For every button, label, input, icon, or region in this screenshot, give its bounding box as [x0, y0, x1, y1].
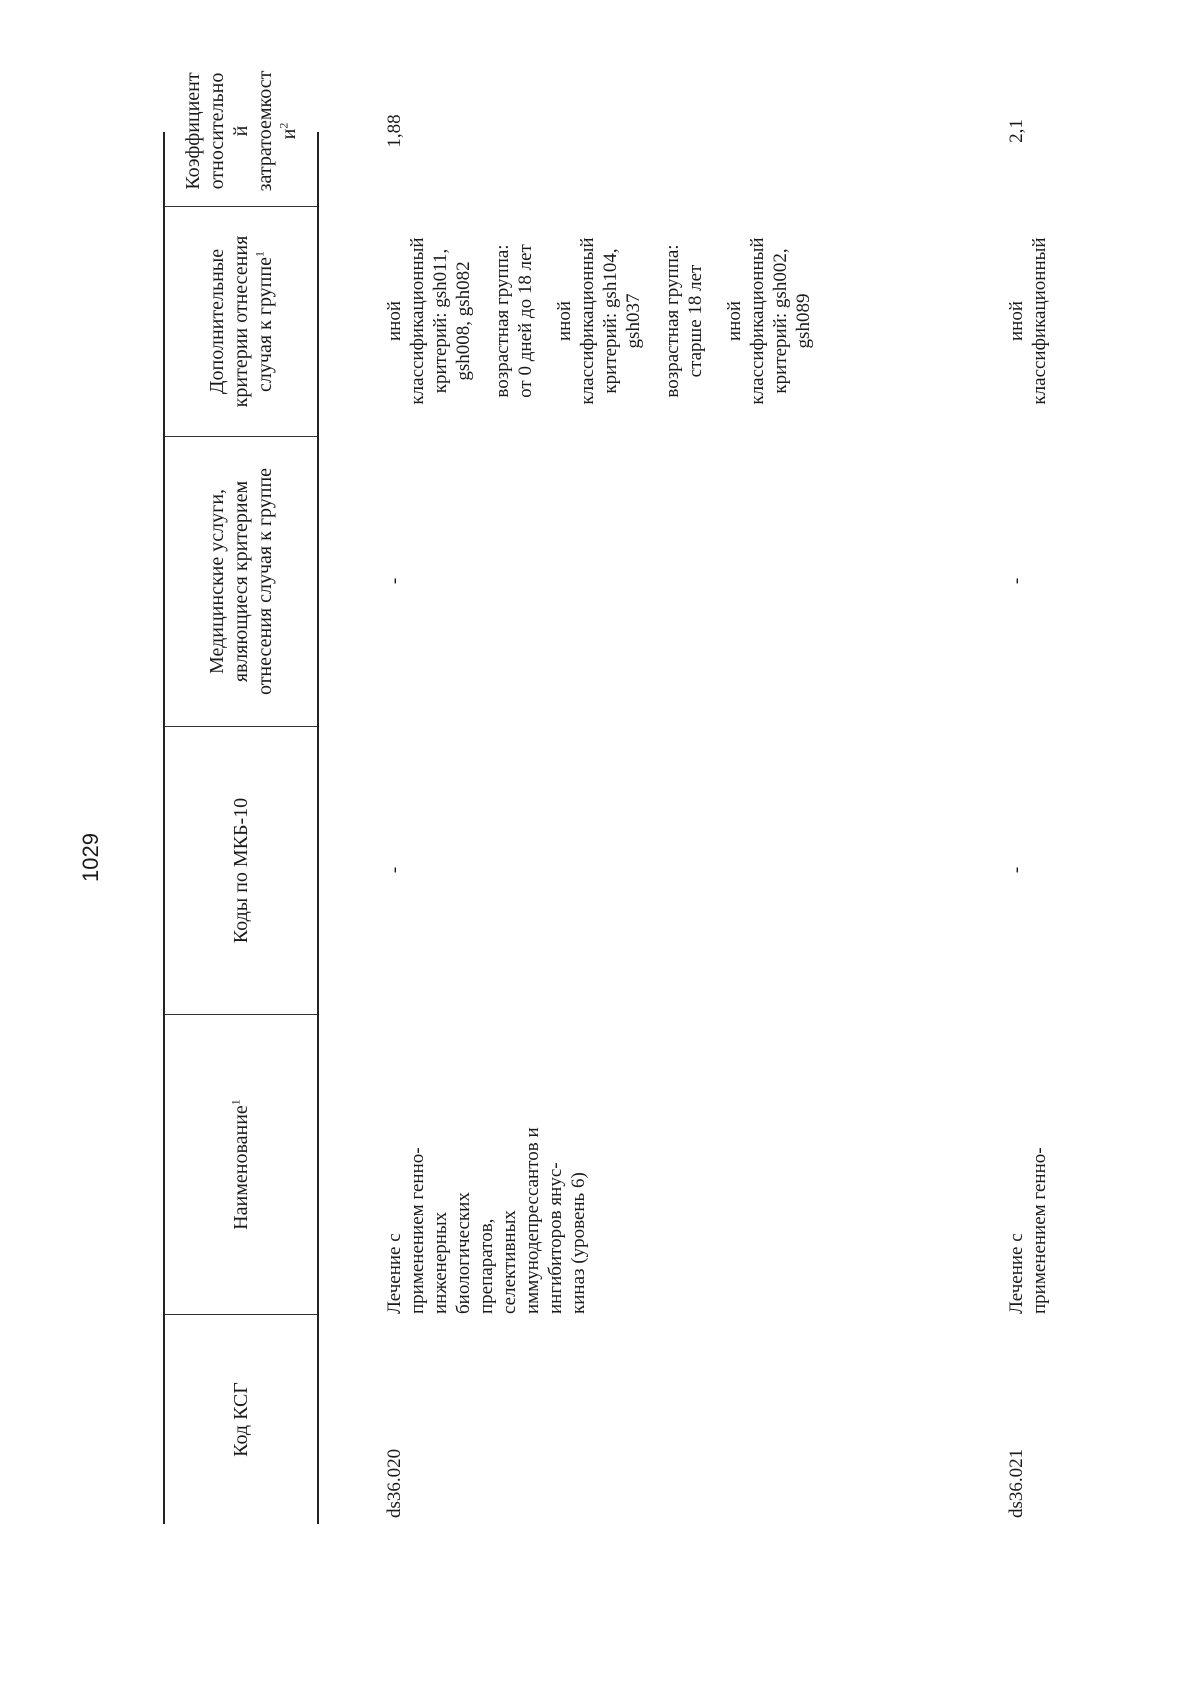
- criterion-block: иной классификационный критерий: gsh011, gsh008, gsh082: [384, 237, 474, 405]
- table-row: [1005, 119, 1051, 1524]
- medical-services: -: [1006, 577, 1027, 585]
- table-header: [163, 70, 319, 1524]
- medical-services: -: [384, 577, 405, 585]
- mkb-codes: -: [384, 866, 405, 874]
- header-code: Код КСГ: [165, 1314, 317, 1524]
- table-row: [383, 114, 831, 1524]
- additional-criteria: [383, 206, 831, 436]
- group-name: Лечение с применением генно- инженерных биологических препаратов, селективных иммунодепрессантов и ингибиторов янус- киназ (уровень 6): [384, 1127, 589, 1314]
- header-mkb: Коды по МКБ-10: [165, 726, 317, 1014]
- cost-coefficient: 1,88: [384, 114, 405, 148]
- ksg-code: ds36.021: [1006, 1448, 1027, 1518]
- header-coefficient: Коэффициент относительно й затратоемкост $и^2$: [182, 70, 300, 192]
- mkb-codes: -: [1006, 866, 1027, 874]
- criterion-block: иной классификационный критерий: gsh104, gsh037: [554, 237, 644, 405]
- cost-coefficient: 2,1: [1006, 119, 1027, 143]
- header-name: Наименование$^1$: [165, 1014, 317, 1314]
- criterion-block: возрастная группа: старше 18 лет: [662, 244, 706, 398]
- header-criteria: Дополнительные критерии отнесения случая к группе$^1$: [165, 206, 317, 436]
- ksg-code: ds36.020: [384, 1448, 405, 1518]
- group-name: Лечение с применением генно-: [1006, 1147, 1050, 1314]
- additional-criteria: иной классификационный: [1006, 237, 1050, 405]
- page-number: 1029: [78, 833, 103, 882]
- criterion-block: иной классификационный критерий: gsh002, gsh089: [724, 237, 814, 405]
- ksg-table: [163, 70, 1050, 1524]
- criterion-block: возрастная группа: от 0 дней до 18 лет: [492, 244, 536, 398]
- header-services: Медицинские услуги, являющиеся критерием отнесения случая к группе: [165, 436, 317, 726]
